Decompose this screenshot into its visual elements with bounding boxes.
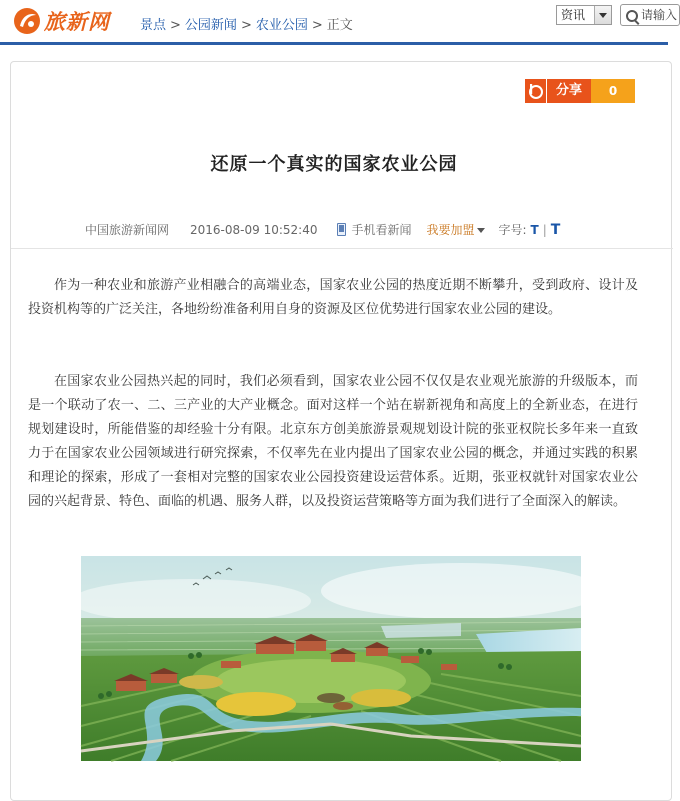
logo-text: 旅新网 [44,10,110,34]
article-meta [85,221,560,238]
article-paragraph-2: 在国家农业公园热兴起的同时，我们必须看到，国家农业公园不仅仅是农业观光旅游的升级版本，而是一个联动了农一、二、三产业的大产业概念。面对这样一个站在崭新视角和高度上的全新业态，在进行规划建设时，所能借鉴的却经验十分有限。北京东方创美旅游景观规划设计院的张亚权院长多年来一直致力于在国家农业公园领域进行研究探索，不仅率先在业内提出了国家农业公园的概念，并通过实践的积累和理论的探索，形成了一套相对完整的国家农业公园投资建设运营体系。近期，张亚权就针对国家农业公园的兴起背景、特色、面临的机遇、服务人群，以及投资运营策略等方面为我们进行了全面深入的解读。 [28,374,638,509]
article-paragraph-1: 作为一种农业和旅游产业相融合的高端业态，国家农业公园的热度近期不断攀升，受到政府、设计及投资机构等的广泛关注，各地纷纷准备利用自身的资源及区位优势进行国家农业公园的建设。 [28,278,638,317]
logo-icon [12,6,42,36]
share-count: 0 [591,79,635,103]
mobile-view-link[interactable] [337,221,411,238]
breadcrumb [140,14,353,33]
chevron-down-icon[interactable] [594,6,611,24]
font-size-large-button[interactable]: T [550,221,561,238]
join-dropdown[interactable] [426,221,484,238]
font-size-small-button[interactable]: T [530,222,539,237]
breadcrumb-item-park-news[interactable]: 公园新闻 [184,18,237,33]
breadcrumb-separator: > [240,18,252,33]
chevron-down-icon [477,228,485,233]
article-source: 中国旅游新闻网 [85,223,170,237]
phone-icon [337,223,346,236]
search-category-select[interactable] [556,5,612,25]
breadcrumb-item-scenic[interactable]: 景点 [140,18,167,33]
top-bar [0,0,678,43]
site-logo[interactable] [12,6,110,36]
meta-divider [11,248,673,249]
breadcrumb-item-current: 正文 [326,18,353,33]
search-icon [626,10,638,22]
search-placeholder: 请输入 [641,8,678,22]
header-divider [0,42,668,45]
share-label: 分享 [547,79,591,103]
search-input[interactable] [620,4,680,26]
search-category-value: 资讯 [561,8,586,22]
font-size-label: 字号: [498,223,527,237]
mobile-view-label: 手机看新闻 [351,223,412,237]
article-datetime: 2016-08-09 10:52:40 [190,222,318,237]
font-size-separator: | [542,222,547,237]
share-icon [525,79,547,103]
agricultural-park-illustration [81,556,581,761]
join-label: 我要加盟 [426,223,475,237]
breadcrumb-item-agri-park[interactable]: 农业公园 [255,18,308,33]
breadcrumb-separator: > [170,18,181,33]
share-button[interactable] [525,79,635,103]
breadcrumb-separator: > [311,18,323,33]
article-title: 还原一个真实的国家农业公园 [210,154,458,175]
